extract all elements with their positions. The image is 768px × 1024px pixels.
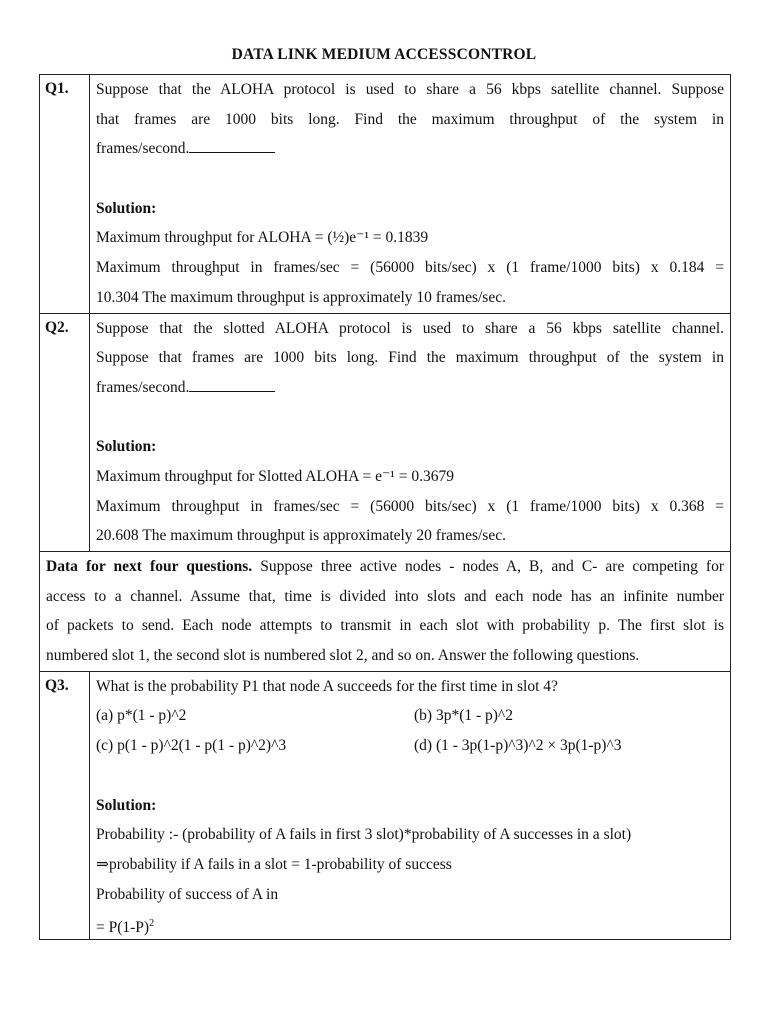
q3-solution-line: Probability :- (probability of A fails in first 3 slot)*probability of A successes in a slot) [96,826,632,844]
option-a: (a) p*(1 - p)^2 [96,707,187,725]
data-line: numbered slot 1, the second slot is numbered slot 2, and so on. Answer the following questions. [46,647,640,665]
q1-row [40,75,731,314]
q3-solution-line: ⇒probability if A fails in a slot = 1-probability of success [96,855,452,873]
q2-body [90,313,731,552]
q2-question-line: frames/second. [96,373,724,403]
data-row [40,552,731,672]
answer-blank [189,136,275,153]
q2-solution-line: Maximum throughput in frames/sec = (56000 bits/sec) x (1 frame/1000 bits) x 0.368 = [96,497,724,515]
q2-number: Q2. [40,313,90,552]
q3-solution-line: = $P(1-P)^2$ [96,918,155,937]
q1-question-line: frames/second. [96,134,724,164]
q3-body [90,671,731,939]
data-line: Data for next four questions. Suppose three active nodes - nodes A, B, and C- are competing for [46,558,724,575]
data-line: access to a channel. Assume that, time is divided into slots and each node has an infinite number [46,587,724,605]
q3-row [40,671,731,939]
option-d: (d) (1 - 3p(1-p)^3)^2 × 3p(1-p)^3 [414,737,622,755]
q1-solution-line: 10.304 The maximum throughput is approximately 10 frames/sec. [96,288,506,306]
q3-options-row [96,701,724,731]
q3-solution-line: Probability of success of A in [96,885,279,903]
q1-solution-label: Solution: [96,199,157,217]
data-line: of packets to send. Each node attempts to transmit in each slot with probability p. The first slot is [46,617,724,635]
option-c: (c) p(1 - p)^2(1 - p(1 - p)^2)^3 [96,737,287,755]
q2-question-line: Suppose that the slotted ALOHA protocol is used to share a 56 kbps satellite channel. [96,319,724,337]
q2-solution-line: 20.608 The maximum throughput is approximately 20 frames/sec. [96,527,506,545]
q2-row [40,313,731,552]
q1-body [90,75,731,314]
data-block [40,552,731,672]
q2-solution-line: Maximum throughput for Slotted ALOHA = e⁻¹ = 0.3679 [96,467,454,485]
q3-question: What is the probability P1 that node A succeeds for the first time in slot 4? [96,677,558,695]
q3-solution-label: Solution: [96,796,157,814]
q1-solution-line: Maximum throughput in frames/sec = (56000 bits/sec) x (1 frame/1000 bits) x 0.184 = [96,259,724,277]
q2-question-line: Suppose that frames are 1000 bits long. Find the maximum throughput of the system in [96,349,724,367]
question-table [39,74,731,940]
option-b: (b) 3p*(1 - p)^2 [414,707,513,725]
q1-question-line: Suppose that the ALOHA protocol is used to share a 56 kbps satellite channel. Suppose [96,81,724,98]
q1-number: Q1. [40,75,90,314]
q3-options-row [96,731,724,761]
page-title: DATA LINK MEDIUM ACCESSCONTROL [231,46,537,63]
answer-blank [189,375,275,392]
q2-solution-label: Solution: [96,438,157,456]
q1-solution-line: Maximum throughput for ALOHA = (½)e⁻¹ = 0.1839 [96,229,429,247]
q1-question-line: that frames are 1000 bits long. Find the maximum throughput of the system in [96,110,724,128]
q3-number: Q3. [40,671,90,939]
